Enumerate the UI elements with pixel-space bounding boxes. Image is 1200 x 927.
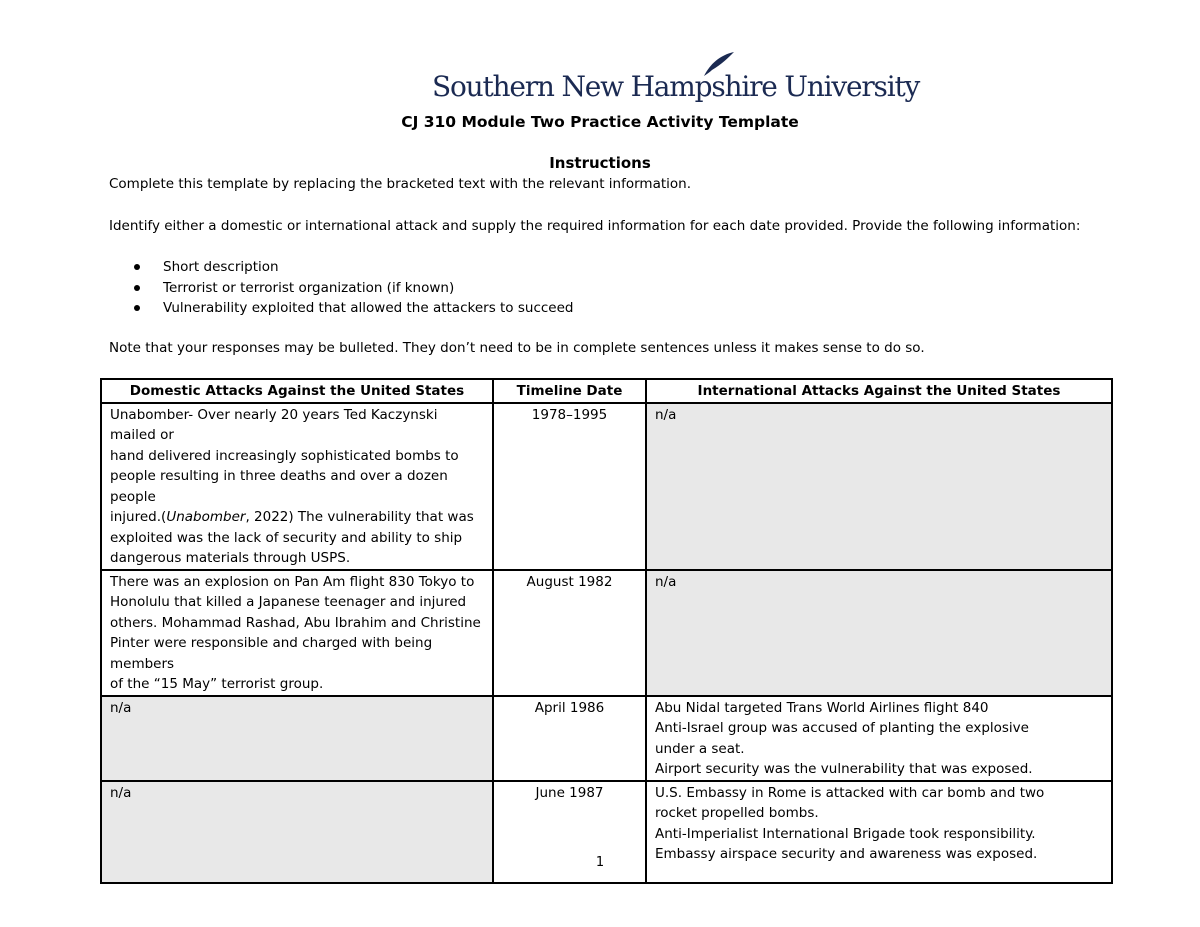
timeline-date: June 1987 [493, 781, 646, 883]
page-number: 1 [595, 855, 605, 870]
list-item: Terrorist or terrorist organization (if known) [130, 278, 573, 299]
attacks-table [100, 378, 1113, 884]
domestic-cell: There was an explosion on Pan Am flight 830 Tokyo to Honolulu that killed a Japanese teenager and injured others. Mohammad Rashad, Abu Ibrahim and Christine Pinter were responsible and charged with being members of the “15 May” terrorist group. [101, 570, 493, 696]
document-title: CJ 310 Module Two Practice Activity Template [401, 113, 799, 131]
note-line: Note that your responses may be bulleted. They don’t need to be in complete sentences unless it makes sense to do so. [109, 340, 925, 356]
column-header-date: Timeline Date [493, 379, 646, 403]
university-logo [432, 50, 920, 108]
instructions-heading: Instructions [549, 154, 651, 172]
bullet-icon [134, 285, 140, 291]
timeline-date: April 1986 [493, 696, 646, 781]
bullet-icon [134, 264, 140, 270]
list-item: Short description [130, 257, 573, 278]
column-header-international: International Attacks Against the United States [646, 379, 1112, 403]
instruction-line: Complete this template by replacing the bracketed text with the relevant information. [109, 176, 692, 192]
table-row [101, 570, 1112, 696]
column-header-domestic: Domestic Attacks Against the United States [101, 379, 493, 403]
table-header-row [101, 379, 1112, 403]
international-cell: n/a [646, 570, 1112, 696]
domestic-cell: n/a [101, 781, 493, 883]
requirements-list [130, 257, 573, 319]
domestic-cell: n/a [101, 696, 493, 781]
international-cell: U.S. Embassy in Rome is attacked with car bomb and two rocket propelled bombs. Anti-Imperialist International Brigade took responsibility. Embassy airspace security and awareness was exposed. [646, 781, 1112, 883]
timeline-date: August 1982 [493, 570, 646, 696]
quill-icon [702, 50, 736, 78]
domestic-cell: Unabomber- Over nearly 20 years Ted Kaczynski mailed or hand delivered increasingly sophisticated bombs to people resulting in three deaths and over a dozen people injured.(Unabomber, 2022) The vulnerability that was exploited was the lack of security and ability to ship dangerous materials through USPS. [101, 403, 493, 570]
international-cell: Abu Nidal targeted Trans World Airlines flight 840 Anti-Israel group was accused of planting the explosive under a seat. Airport security was the vulnerability that was exposed. [646, 696, 1112, 781]
bullet-icon [134, 305, 140, 311]
timeline-date: 1978–1995 [493, 403, 646, 570]
logo-wordmark: Southern New Hampshire University [432, 70, 920, 103]
table-row [101, 696, 1112, 781]
instruction-line: Identify either a domestic or international attack and supply the required information for each date provided. Provide the following information: [109, 218, 1081, 234]
table-row [101, 403, 1112, 570]
international-cell: n/a [646, 403, 1112, 570]
list-item: Vulnerability exploited that allowed the attackers to succeed [130, 298, 573, 319]
